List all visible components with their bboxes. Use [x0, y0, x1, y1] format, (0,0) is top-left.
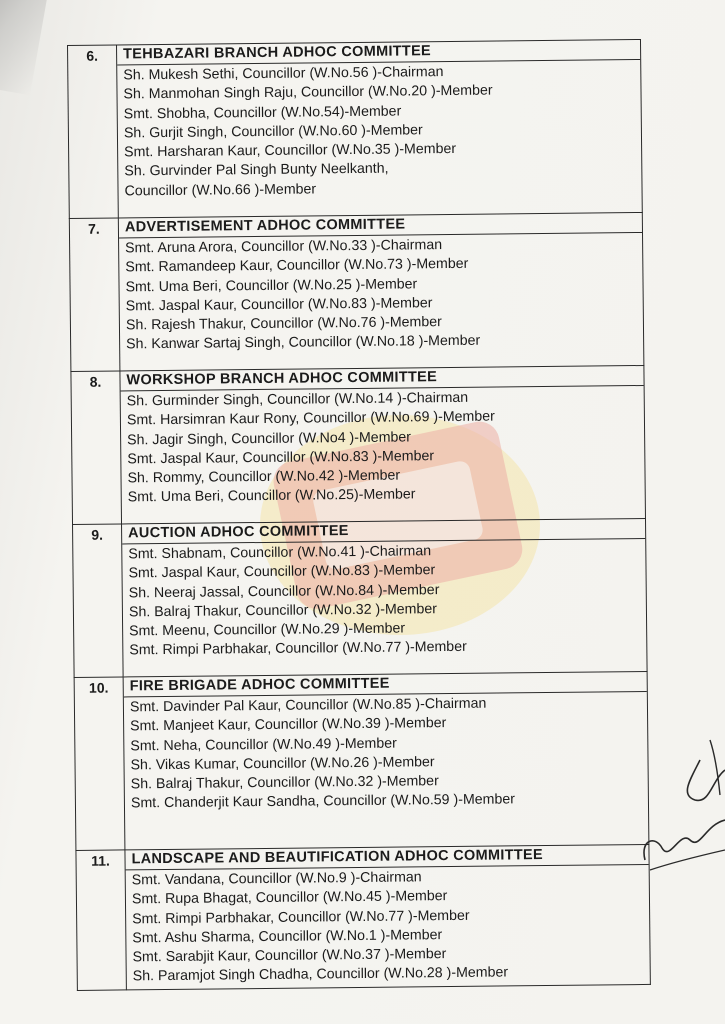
member-entry: Smt. Ramandeep Kaur, Councillor (W.No.73 )-Member	[125, 256, 469, 276]
member-entry: Sh. Gurminder Singh, Councillor (W.No.14 )-Chairman	[126, 389, 469, 410]
member-entry: Smt. Manjeet Kaur, Councillor (W.No.39 )-Member	[130, 715, 447, 735]
member-list	[122, 539, 646, 661]
member-entry: Sh. Rommy, Councillor (W.No.42 )-Member	[127, 467, 401, 487]
committee-details-cell	[125, 844, 650, 989]
member-entry: Sh. Balraj Thakur, Councillor (W.No.32 )-Member	[130, 773, 439, 793]
member-list	[121, 386, 645, 508]
member-entry: Sh. Jagir Singh, Councillor (W.No4 )-Member	[127, 429, 412, 448]
committee-title: FIRE BRIGADE ADHOC COMMITTEE	[124, 672, 647, 697]
member-entry: Sh. Neeraj Jassal, Councillor (W.No.84 )-Member	[128, 581, 440, 601]
member-entry: Smt. Jaspal Kaur, Councillor (W.No.83 )-Member	[128, 562, 436, 582]
member-entry: Smt. Uma Beri, Councillor (W.No.25 )-Member	[125, 275, 418, 295]
committee-number: 9.	[91, 526, 104, 543]
committee-number: 10.	[88, 679, 109, 696]
member-entry: Sh. Balraj Thakur, Councillor (W.No.32 )-Member	[128, 601, 438, 621]
committee-title: LANDSCAPE AND BEAUTIFICATION ADHOC COMMITTEE	[125, 845, 648, 870]
member-entry: Sh. Rajesh Thakur, Councillor (W.No.76 )-Member	[125, 314, 442, 334]
committee-details-cell	[122, 518, 648, 676]
member-entry: Sh. Kanwar Sartaj Singh, Councillor (W.No.18 )-Member	[126, 333, 481, 353]
member-entry: Smt. Aruna Arora, Councillor (W.No.33 )-Chairman	[125, 237, 443, 257]
committee-row	[76, 844, 650, 990]
member-entry: Sh. Mukesh Sethi, Councillor (W.No.56 )-Chairman	[123, 64, 444, 84]
committee-title: WORKSHOP BRANCH ADHOC COMMITTEE	[120, 366, 643, 391]
member-entry: Smt. Rimpi Parbhakar, Councillor (W.No.77 )-Member	[129, 639, 467, 659]
member-entry: Smt. Uma Beri, Councillor (W.No.25)-Member	[127, 486, 416, 506]
committee-row	[69, 212, 644, 371]
committee-number: 7.	[87, 220, 100, 237]
member-entry: Smt. Harsharan Kaur, Councillor (W.No.35 )-Member	[124, 141, 457, 161]
member-entry: Smt. Harsimran Kaur Rony, Councillor (W.No.69 )-Member	[126, 408, 495, 429]
committee-title: ADVERTISEMENT ADHOC COMMITTEE	[119, 213, 642, 238]
member-entry: Sh. Gurjit Singh, Councillor (W.No.60 )-Member	[123, 122, 423, 142]
member-list	[117, 60, 641, 202]
committee-number-cell	[73, 524, 124, 678]
committee-number-cell	[68, 45, 119, 219]
committee-number-cell	[71, 371, 122, 525]
committee-number: 6.	[86, 47, 99, 64]
member-entry: Smt. Meenu, Councillor (W.No.29 )-Member	[129, 620, 406, 640]
member-entry: Smt. Shobha, Councillor (W.No.54)-Member	[123, 103, 402, 123]
committee-row	[68, 39, 643, 218]
committee-row	[71, 365, 646, 524]
committee-title: AUCTION ADHOC COMMITTEE	[122, 519, 645, 544]
committee-number-cell	[69, 218, 120, 372]
member-entry: Sh. Gurvinder Pal Singh Bunty Neelkanth,	[124, 161, 389, 180]
member-entry: Councillor (W.No.66 )-Member	[124, 181, 317, 200]
member-entry: Smt. Chanderjit Kaur Sandha, Councillor (W.No.59 )-Member	[130, 791, 516, 812]
member-entry: Smt. Jaspal Kaur, Councillor (W.No.83 )-Member	[125, 295, 433, 315]
member-list	[126, 865, 650, 987]
member-entry: Smt. Ashu Sharma, Councillor (W.No.1 )-Member	[132, 927, 443, 947]
member-list	[119, 233, 643, 355]
committee-title: TEHBAZARI BRANCH ADHOC COMMITTEE	[117, 40, 640, 65]
handwritten-signature	[640, 700, 725, 900]
committee-table	[67, 39, 651, 991]
committee-row	[73, 518, 648, 677]
committee-number: 11.	[91, 852, 110, 869]
committee-details-cell	[118, 212, 644, 370]
member-entry: Sh. Manmohan Singh Raju, Councillor (W.No.20 )-Member	[123, 82, 493, 103]
member-entry: Smt. Davinder Pal Kaur, Councillor (W.No.85 )-Chairman	[129, 695, 487, 716]
member-entry: Smt. Jaspal Kaur, Councillor (W.No.83 )-Member	[127, 448, 435, 468]
committee-details-cell	[117, 39, 643, 217]
member-entry: Smt. Shabnam, Councillor (W.No.41 )-Chairman	[128, 543, 432, 563]
committee-number-cell	[76, 850, 126, 991]
page-fold-shadow	[0, 0, 49, 95]
member-list	[124, 692, 648, 814]
member-entry: Smt. Rupa Bhagat, Councillor (W.No.45 )-Member	[131, 888, 448, 908]
member-entry: Smt. Sarabjit Kaur, Councillor (W.No.37 )-Member	[132, 946, 447, 966]
committee-row	[74, 671, 649, 850]
committee-details-cell	[123, 671, 649, 849]
member-entry: Smt. Neha, Councillor (W.No.49 )-Member	[130, 735, 397, 754]
committee-number-cell	[74, 677, 125, 851]
member-entry: Sh. Vikas Kumar, Councillor (W.No.26 )-Member	[130, 754, 435, 774]
member-entry: Smt. Vandana, Councillor (W.No.9 )-Chairman	[131, 869, 422, 889]
committee-details-cell	[120, 365, 646, 523]
member-entry: Smt. Rimpi Parbhakar, Councillor (W.No.77 )-Member	[132, 907, 470, 927]
committee-number: 8.	[89, 373, 102, 390]
member-entry: Sh. Paramjot Singh Chadha, Councillor (W.No.28 )-Member	[132, 964, 509, 985]
